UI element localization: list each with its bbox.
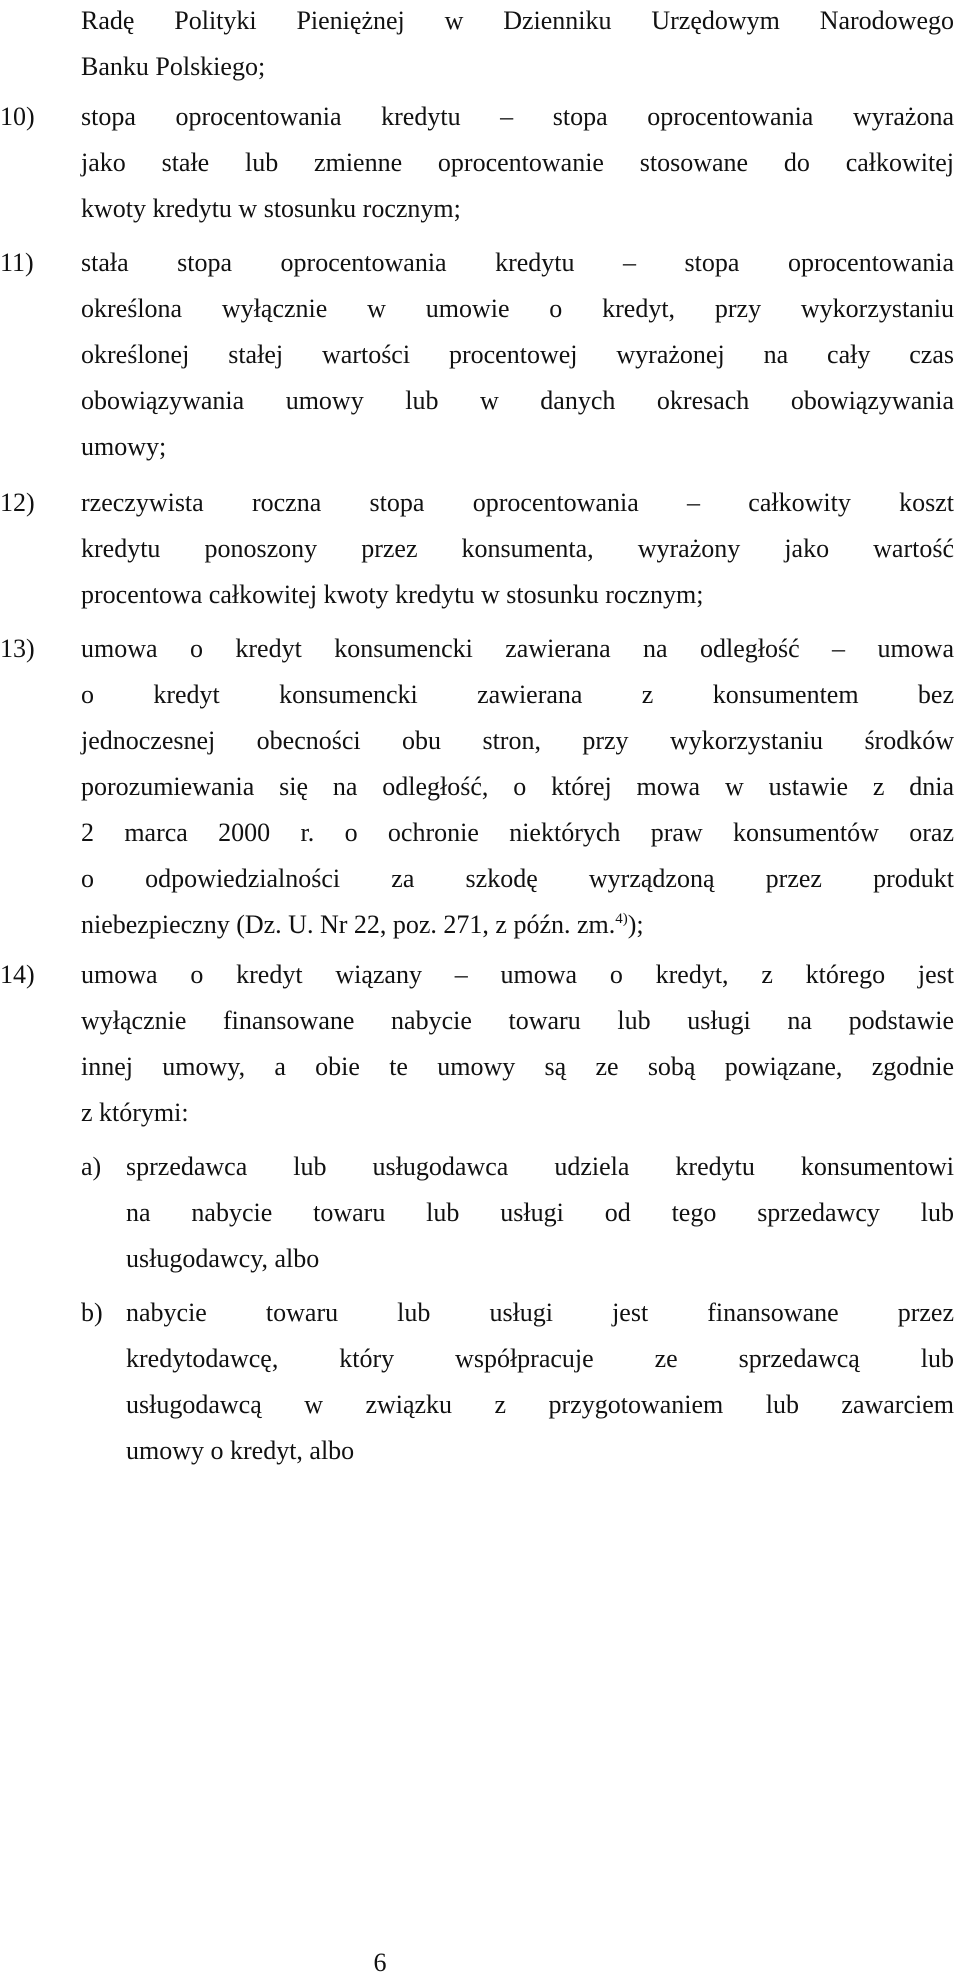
text-line: kwoty kredytu w stosunku rocznym; [81,194,461,223]
text-line: jednoczesnej obecności obu stron, przy wykorzystaniu środków [81,726,954,755]
page-number: 6 [373,1948,387,1977]
text-line: wyłącznie finansowane nabycie towaru lub usługi na podstawie [81,1006,954,1035]
text-line: kredytu ponoszony przez konsumenta, wyrażony jako wartość [81,534,954,563]
text-line: stała stopa oprocentowania kredytu – stopa oprocentowania [81,248,954,277]
text-line: umowy; [81,432,167,461]
subitem-label: b) [81,1298,103,1327]
text-line: określonej stałej wartości procentowej wyrażonej na cały czas [81,340,954,369]
text-line: porozumiewania się na odległość, o której mowa w ustawie z dnia [81,772,954,801]
text-line: umowa o kredyt wiązany – umowa o kredyt, z którego jest [81,960,954,989]
text-line: umowa o kredyt konsumencki zawierana na odległość – umowa [81,634,954,663]
text-line: kredytodawcę, który współpracuje ze sprzedawcą lub [126,1344,954,1373]
text-line [81,910,954,940]
text-line: o kredyt konsumencki zawierana z konsumentem bez [81,680,954,709]
item-number: 13) [0,634,35,663]
footnote-marker: 4) [615,911,628,927]
text-line: na nabycie towaru lub usługi od tego sprzedawcy lub [126,1198,954,1227]
text-line: jako stałe lub zmienne oprocentowanie stosowane do całkowitej [81,148,954,177]
text-line: obowiązywania umowy lub w danych okresach obowiązywania [81,386,954,415]
text-line: rzeczywista roczna stopa oprocentowania – całkowity koszt [81,488,954,517]
item-number: 10) [0,102,35,131]
text-fragment: ); [627,910,644,939]
text-line: o odpowiedzialności za szkodę wyrządzoną przez produkt [81,864,954,893]
item-number: 14) [0,960,35,989]
text-line: nabycie towaru lub usługi jest finansowane przez [126,1298,954,1327]
text-line: usługodawcy, albo [126,1244,320,1273]
text-line: usługodawcą w związku z przygotowaniem lub zawarciem [126,1390,954,1419]
text-line: Banku Polskiego; [81,52,266,81]
item-number: 12) [0,488,35,517]
text-line: procentowa całkowitej kwoty kredytu w stosunku rocznym; [81,580,704,609]
text-line: określona wyłącznie w umowie o kredyt, przy wykorzystaniu [81,294,954,323]
text-line: z którymi: [81,1098,189,1127]
text-line: stopa oprocentowania kredytu – stopa oprocentowania wyrażona [81,102,954,131]
text-line: umowy o kredyt, albo [126,1436,355,1465]
text-line: sprzedawca lub usługodawca udziela kredytu konsumentowi [126,1152,954,1181]
subitem-label: a) [81,1152,102,1181]
text-fragment: niebezpieczny (Dz. U. Nr 22, poz. 271, z późn. zm. [81,910,616,939]
item-number: 11) [0,248,34,277]
text-line: 2 marca 2000 r. o ochronie niektórych praw konsumentów oraz [81,818,954,847]
text-line: innej umowy, a obie te umowy są ze sobą powiązane, zgodnie [81,1052,954,1081]
text-line: Radę Polityki Pieniężnej w Dzienniku Urzędowym Narodowego [81,6,954,35]
